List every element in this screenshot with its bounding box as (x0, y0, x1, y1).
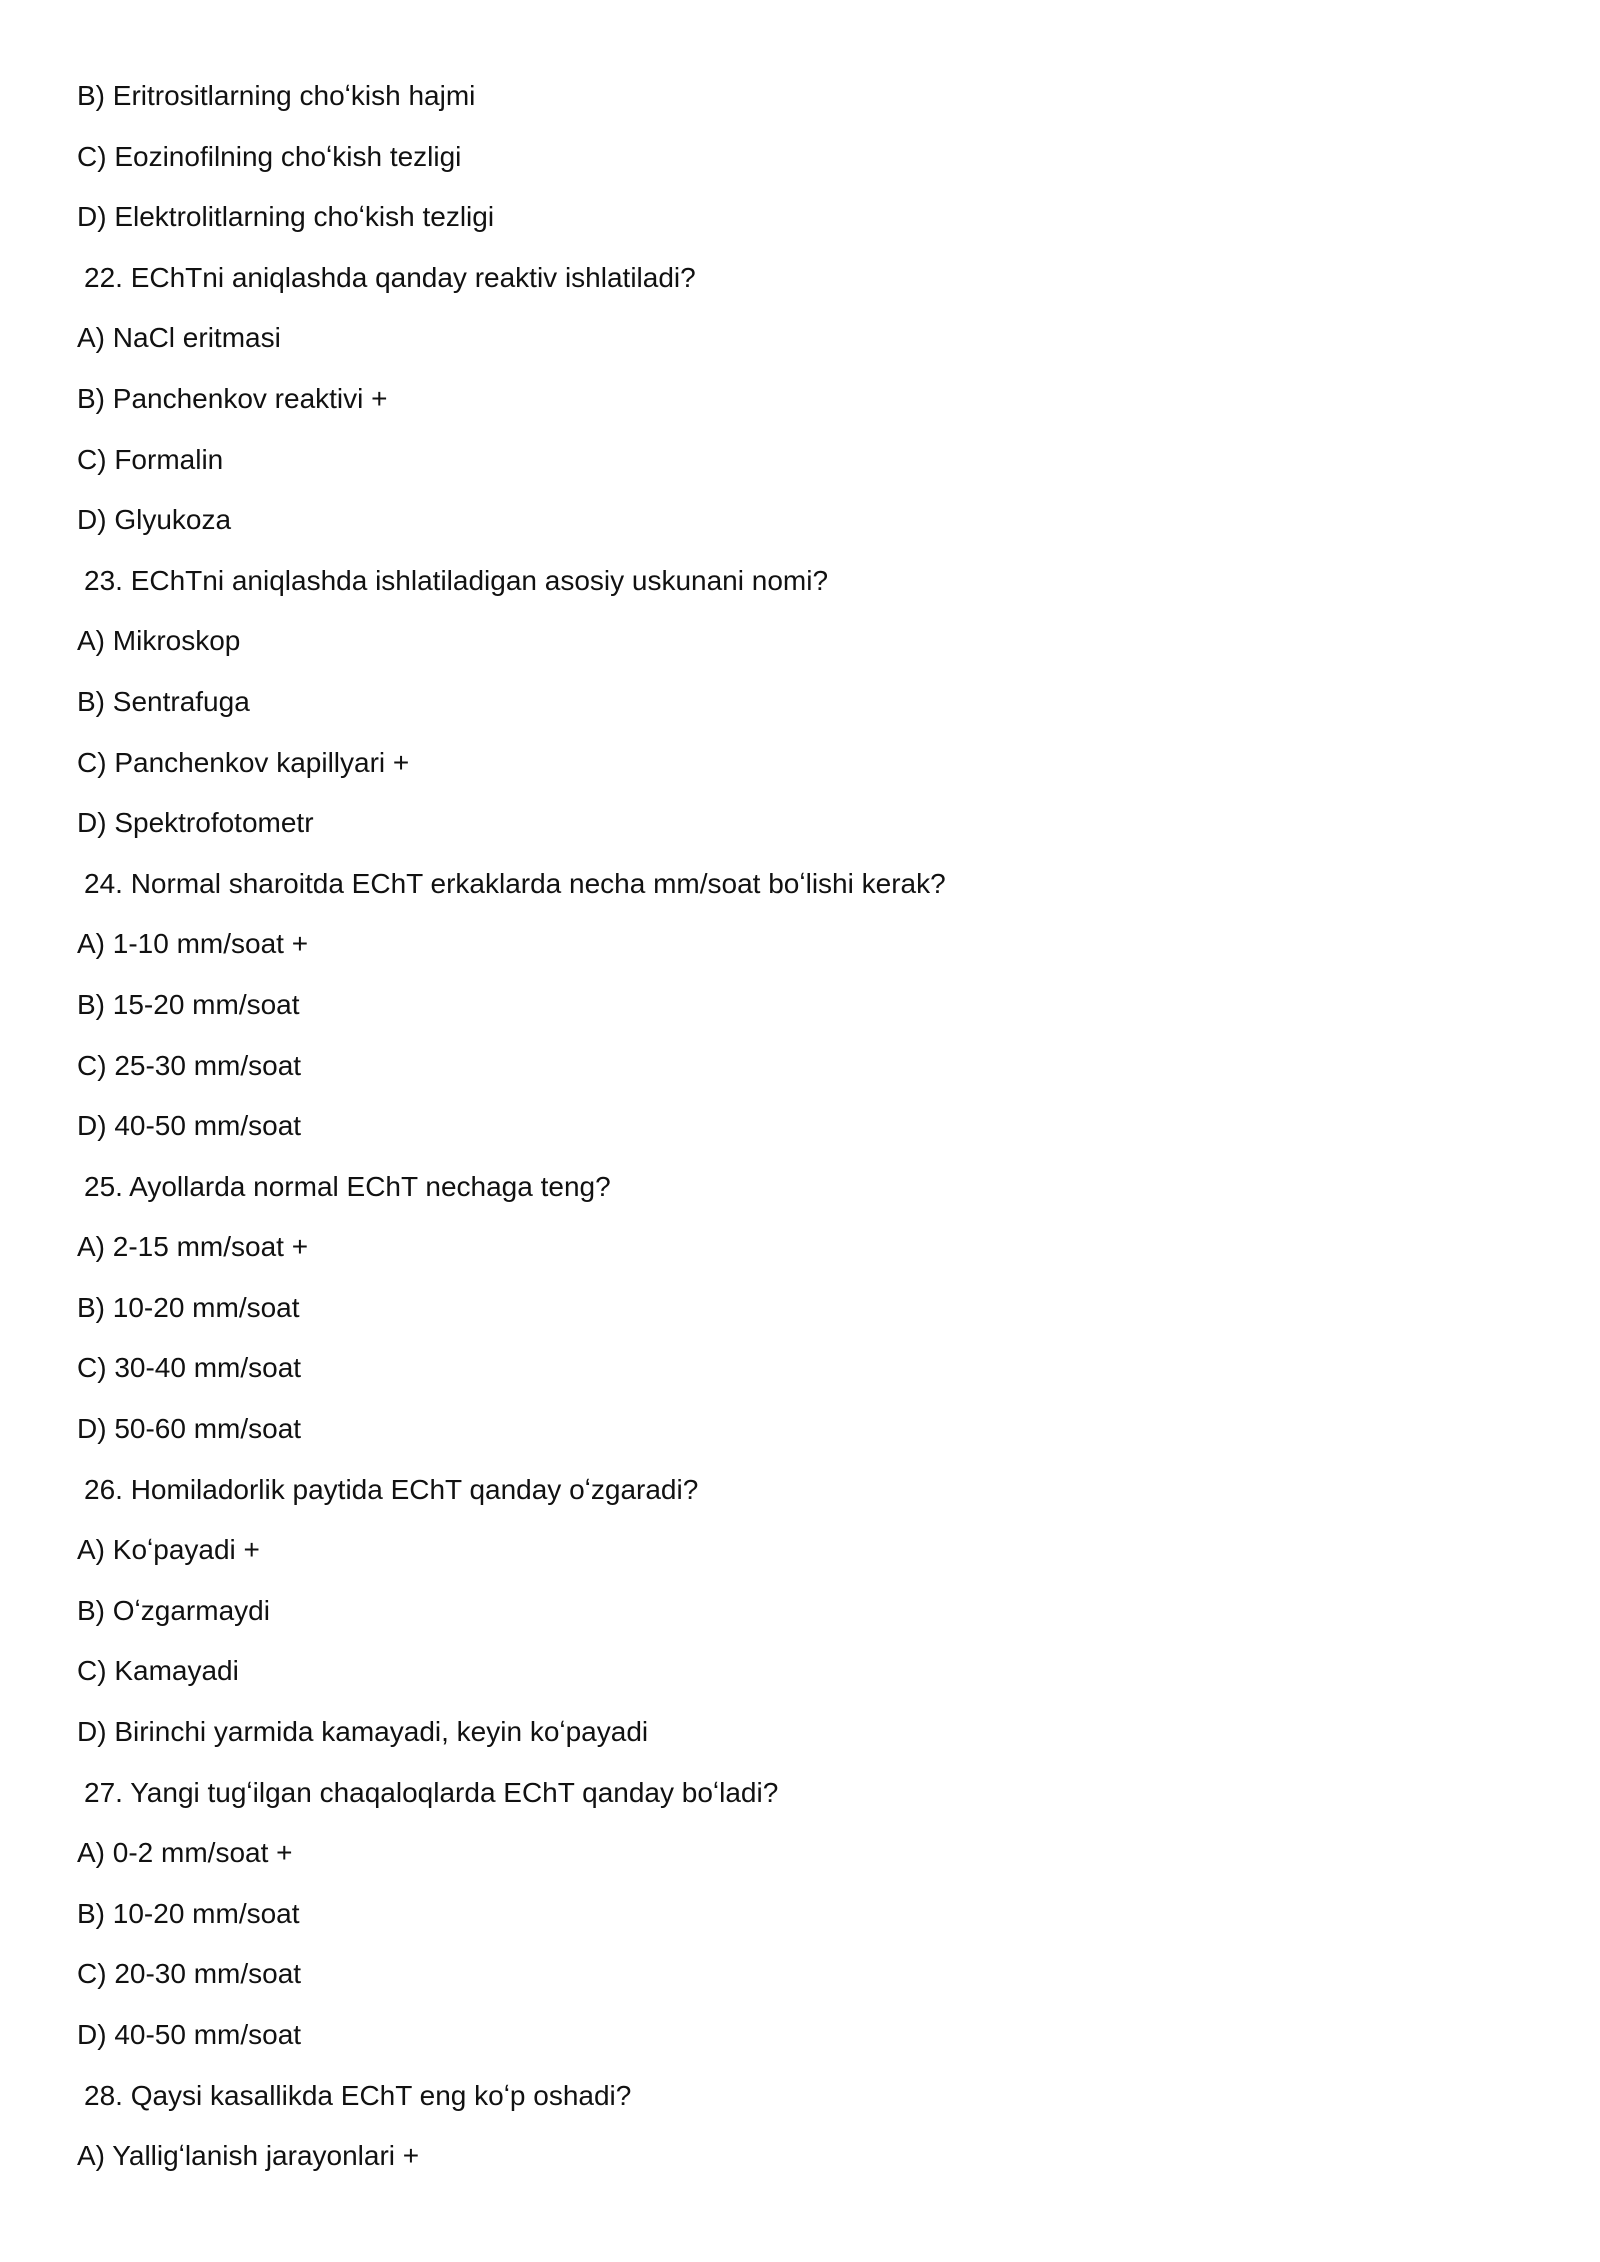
answer-option: D) Spektrofotometr (77, 807, 314, 839)
answer-option: C) Eozinofilning choʻkish tezligi (77, 140, 462, 172)
answer-option: C) 25-30 mm/soat (77, 1049, 302, 1081)
answer-option: C) Formalin (77, 443, 224, 475)
answer-option: D) Glyukoza (77, 504, 232, 536)
question-text: 26. Homiladorlik paytida EChT qanday oʻzgaradi? (84, 1473, 699, 1505)
answer-option: B) Eritrositlarning choʻkish hajmi (77, 80, 476, 111)
answer-option: B) 10-20 mm/soat (77, 1291, 300, 1323)
question-text: 25. Ayollarda normal EChT nechaga teng? (84, 1170, 611, 1202)
answer-option: D) Birinchi yarmida kamayadi, keyin koʻpayadi (77, 1716, 649, 1748)
answer-option: A) Yalligʻlanish jarayonlari + (77, 2140, 420, 2172)
answer-option: B) Sentrafuga (77, 685, 250, 717)
answer-option: C) Panchenkov kapillyari + (77, 746, 410, 778)
answer-option: A) NaCl eritmasi (77, 322, 281, 354)
answer-option: B) Oʻzgarmaydi (77, 1594, 270, 1626)
question-text: 23. EChTni aniqlashda ishlatiladigan asosiy uskunani nomi? (84, 564, 829, 596)
answer-option: B) 10-20 mm/soat (77, 1897, 300, 1929)
question-text: 27. Yangi tugʻilgan chaqaloqlarda EChT qanday boʻladi? (84, 1776, 779, 1808)
answer-option: D) 50-60 mm/soat (77, 1413, 302, 1445)
question-text: 24. Normal sharoitda EChT erkaklarda necha mm/soat boʻlishi kerak? (84, 867, 946, 899)
answer-option: D) 40-50 mm/soat (77, 2019, 302, 2050)
answer-option: D) Elektrolitlarning choʻkish tezligi (77, 201, 495, 233)
answer-option: C) 30-40 mm/soat (77, 1352, 302, 1384)
answer-option: D) 40-50 mm/soat (77, 1110, 302, 1142)
answer-option: B) 15-20 mm/soat (77, 988, 300, 1020)
answer-option: A) 2-15 mm/soat + (77, 1231, 309, 1263)
answer-option: C) 20-30 mm/soat (77, 1958, 302, 1990)
question-text: 28. Qaysi kasallikda EChT eng koʻp oshadi? (84, 2079, 632, 2111)
answer-option: A) 0-2 mm/soat + (77, 1837, 293, 1869)
answer-option: C) Kamayadi (77, 1655, 239, 1687)
answer-option: A) Mikroskop (77, 625, 241, 657)
question-text: 22. EChTni aniqlashda qanday reaktiv ishlatiladi? (84, 261, 696, 293)
answer-option: A) 1-10 mm/soat + (77, 928, 309, 960)
answer-option: A) Koʻpayadi + (77, 1534, 260, 1566)
answer-option: B) Panchenkov reaktivi + (77, 382, 388, 414)
